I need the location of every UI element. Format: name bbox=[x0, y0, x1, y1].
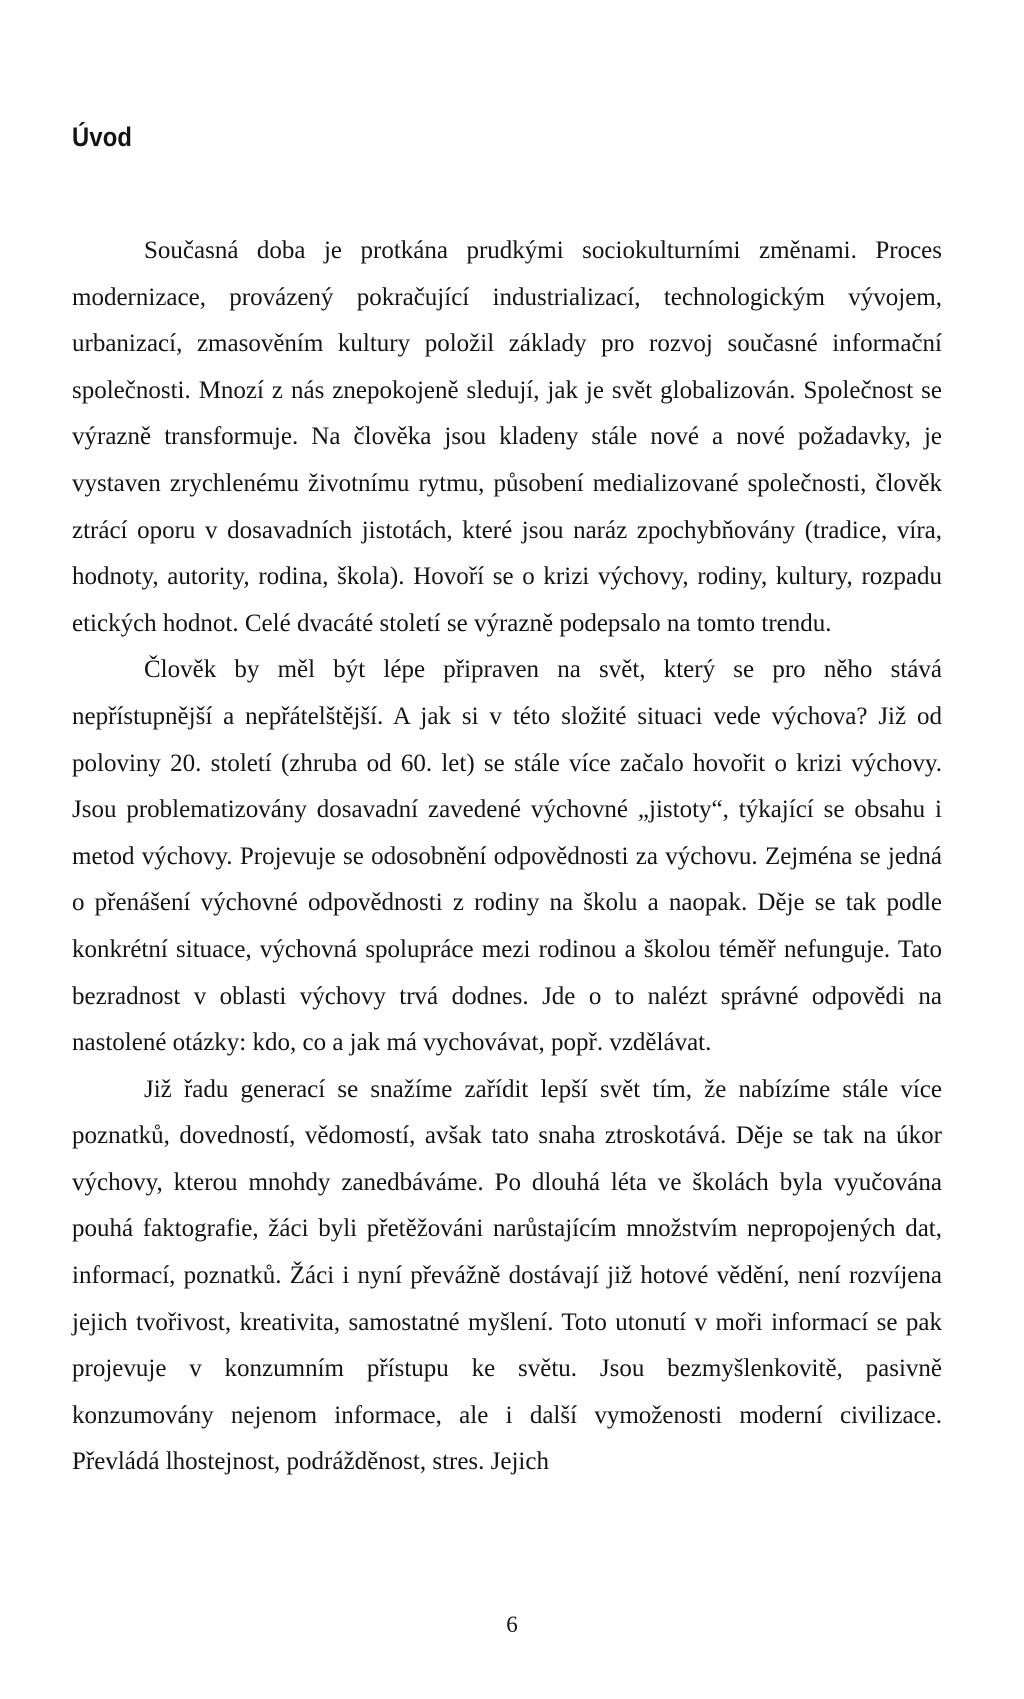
page-number: 6 bbox=[506, 1612, 518, 1637]
section-heading: Úvod bbox=[72, 122, 133, 152]
paragraph-2: Člověk by měl být lépe připraven na svět, který se pro něho stává nepřístupnější a nepřátelštější. A jak si v této složité situaci vede výchova? Již od poloviny 20. století (zhruba od 60. let) se stále více začalo hovořit o krizi výchovy. Jsou problematizovány dosavadní zavedené výchovné „jistoty“, týkající se obsahu i metod výchovy. Projevuje se odosobnění odpovědnosti za výchovu. Zejména se jedná o přenášení výchovné odpovědnosti z rodiny na školu a naopak. Děje se tak podle konkrétní situace, výchovná spolupráce mezi rodinou a školou téměř nefunguje. Tato bezradnost v oblasti výchovy trvá dodnes. Jde o to nalézt správné odpovědi na nastolené otázky: kdo, co a jak má vychovávat, popř. vzdělávat. bbox=[72, 656, 942, 1057]
paragraph-1: Současná doba je protkána prudkými sociokulturními změnami. Proces modernizace, provázený pokračující industrializací, technologickým vývojem, urbanizací, zmasověním kultury položil základy pro rozvoj současné informační společnosti. Mnozí z nás znepokojeně sledují, jak je svět globalizován. Společnost se výrazně transformuje. Na člověka jsou kladeny stále nové a nové požadavky, je vystaven zrychlenému životnímu rytmu, působení medializované společnosti, člověk ztrácí oporu v dosavadních jistotách, které jsou naráz zpochybňovány (tradice, víra, hodnoty, autority, rodina, škola). Hovoří se o krizi výchovy, rodiny, kultury, rozpadu etických hodnot. Celé dvacáté století se výrazně podepsalo na tomto trendu. bbox=[72, 237, 942, 637]
body-text bbox=[72, 228, 942, 1486]
paragraph-3: Již řadu generací se snažíme zařídit lepší svět tím, že nabízíme stále více poznatků, dovedností, vědomostí, avšak tato snaha ztroskotává. Děje se tak na úkor výchovy, kterou mnohdy zanedbáváme. Po dlouhá léta ve školách byla vyučována pouhá faktografie, žáci byli přetěžováni narůstajícím množstvím nepropojených dat, informací, poznatků. Žáci i nyní převážně dostávají již hotové vědění, není rozvíjena jejich tvořivost, kreativita, samostatné myšlení. Toto utonutí v moři informací se pak projevuje v konzumním přístupu ke světu. Jsou bezmyšlenkovitě, pasivně konzumovány nejenom informace, ale i další vymoženosti moderní civilizace. Převládá lhostejnost, podrážděnost, stres. Jejich bbox=[72, 1075, 942, 1476]
